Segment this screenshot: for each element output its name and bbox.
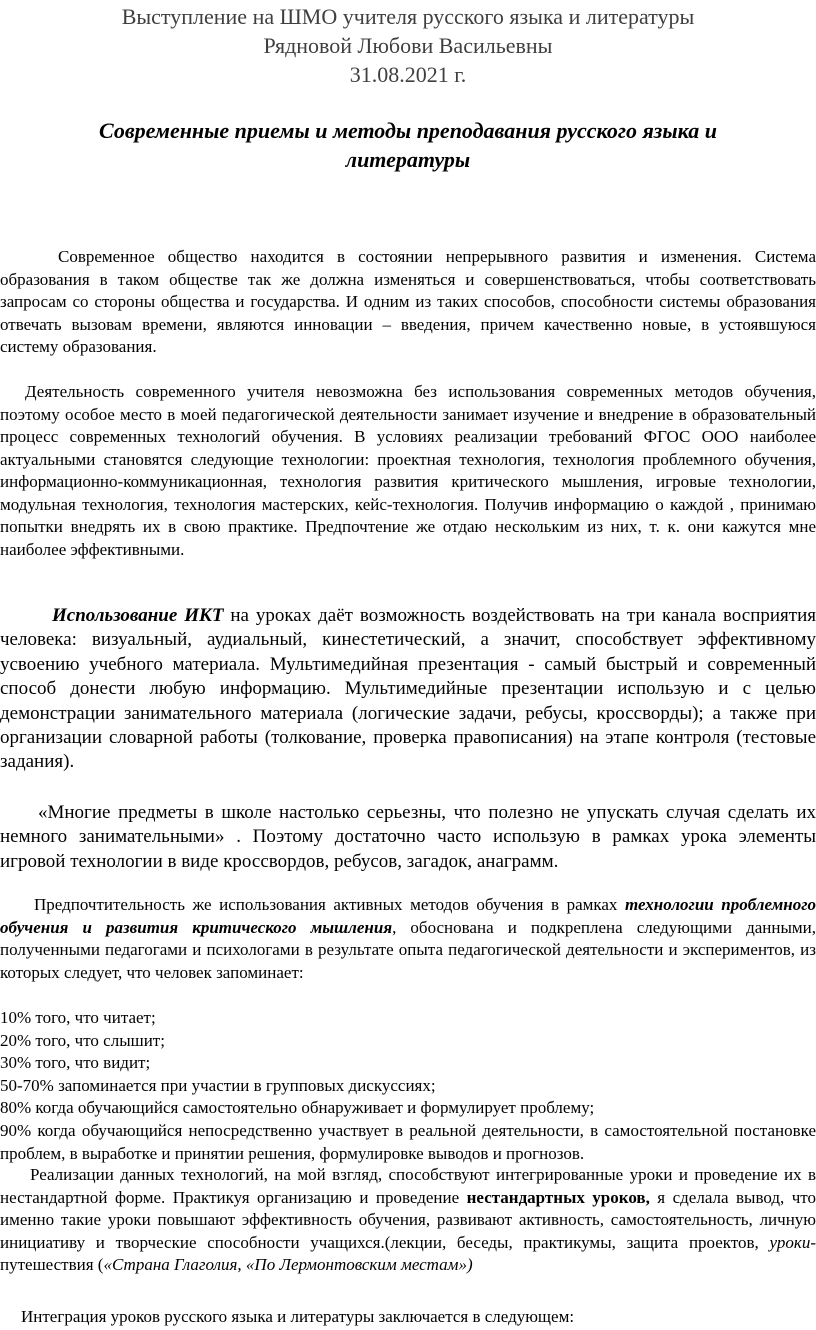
lessons-term: уроки [769, 1232, 811, 1252]
paragraph-ikt-text: на уроках даёт возможность воздействовать на три канала восприятия человека: визуальный, аудиальный, кинестетический, а значит, способствует эффективному усвоению учебного материала. Мультимедийная презентация - самый быстрый и современный способ донести любую информацию. Мультимедийные презентации использую и с целью демонстрации занимательного материала (логические задачи, ребусы, кроссворды); а также при организации словарной работы (толкование, проверка правописания) на этапе контроля (тестовые задания). [0, 605, 816, 773]
header-date-line: 31.08.2021 г. [349, 62, 467, 87]
paragraph-technologies-text: Деятельность современного учителя невозможна без использования современных методов обучения, поэтому особое место в моей педагогической деятельности занимает изучение и внедрение в образовательный процесс современных технологий обучения. В условиях реализации требований ФГОС ООО наиболее актуальными становятся следующие технологии: проектная технология, технология проблемного обучения, информационно-коммуникационная, технология развития критического мышления, игровые технологии, модульная технология, технология мастерских, кейс-технология. Получив информацию о каждой , принимаю попытки внедрять их в свою практике. Предпочтение же отдаю нескольким из них, т. к. они кажутся мне наиболее эффективными. [0, 382, 816, 559]
list-item: 80% когда обучающийся самостоятельно обнаруживает и формулирует проблему; [0, 1098, 595, 1118]
memory-stats-list [0, 1007, 816, 1165]
active-methods-text-b: , обоснована и подкреплена следующими данными, полученными педагогами и психологами в результате опыта педагогической деятельности и экспериментов, из которых следует, что человек запоминает: [0, 917, 816, 982]
list-item: 50-70% запоминается при участии в групповых дискуссиях; [0, 1075, 436, 1095]
paragraph-integration-text: Интеграция уроков русского языка и литературы заключается в следующем: [21, 1307, 575, 1326]
list-item: 10% того, что читает; [0, 1008, 156, 1027]
document-header [0, 2, 816, 89]
active-methods-text-a: Предпочтительность же использования активных методов обучения в рамках [34, 895, 625, 914]
paragraph-active-methods [0, 894, 816, 984]
nonstandard-lessons-term: нестандартных уроков, [466, 1187, 650, 1207]
paragraph-intro-text: Современное общество находится в состоянии непрерывного развития и изменения. Система образования в таком обществе так же должна изменяться и совершенствоваться, чтобы соответствовать запросам со стороны общества и государства. И одним из таких способов, способности системы образования отвечать вызовам времени, являются инновации – введения, причем качественно новые, в устоявшуюся систему образования. [0, 247, 816, 356]
list-item: 90% когда обучающийся непосредственно участвует в реальной деятельности, в самостоятельной постановке проблем, в выработке и принятии решения, формулировке выводов и прогнозов. [0, 1120, 816, 1163]
list-item: 20% того, что слышит; [0, 1030, 165, 1050]
lesson-examples: «Страна Глаголия, «По Лермонтовским местам») [103, 1255, 473, 1274]
nonstandard-text-e: -путешествия ( [0, 1232, 816, 1274]
nonstandard-text-c: я сделала вывод, что именно такие уроки повышают эффективность обучения, развивают активность, самостоятельность, личную инициативу и творческие способности учащихся.(лекции, беседы, практикумы, защита проектов, [0, 1187, 816, 1252]
nonstandard-text-a: Реализации данных технологий, на мой взгляд, способствуют интегрированные уроки и проведение их в нестандартной форме. Практикуя организацию и проведение [0, 1165, 816, 1207]
header-author-line: Рядновой Любови Васильевны [263, 33, 553, 58]
list-item: 30% того, что видит; [0, 1053, 151, 1073]
paragraph-integration [0, 1306, 816, 1329]
active-methods-emphasis: технологии проблемного обучения и развития критического мышления [0, 895, 816, 937]
paragraph-game-tech [0, 801, 816, 874]
paragraph-ikt [0, 604, 816, 775]
paragraph-intro [0, 246, 816, 359]
document-title: Современные приемы и методы преподавания русского языка и литературы [99, 118, 717, 172]
ikt-heading: Использование ИКТ [52, 605, 224, 626]
paragraph-nonstandard-lessons [0, 1164, 816, 1277]
paragraph-game-tech-text: «Многие предметы в школе настолько серьезны, что полезно не упускать случая сделать их немного занимательными» . Поэтому достаточно часто использую в рамках урока элементы игровой технологии в виде кроссвордов, ребусов, загадок, анаграмм. [0, 802, 816, 872]
header-event-line: Выступление на ШМО учителя русского языка и литературы [121, 4, 695, 29]
paragraph-technologies [0, 381, 816, 561]
